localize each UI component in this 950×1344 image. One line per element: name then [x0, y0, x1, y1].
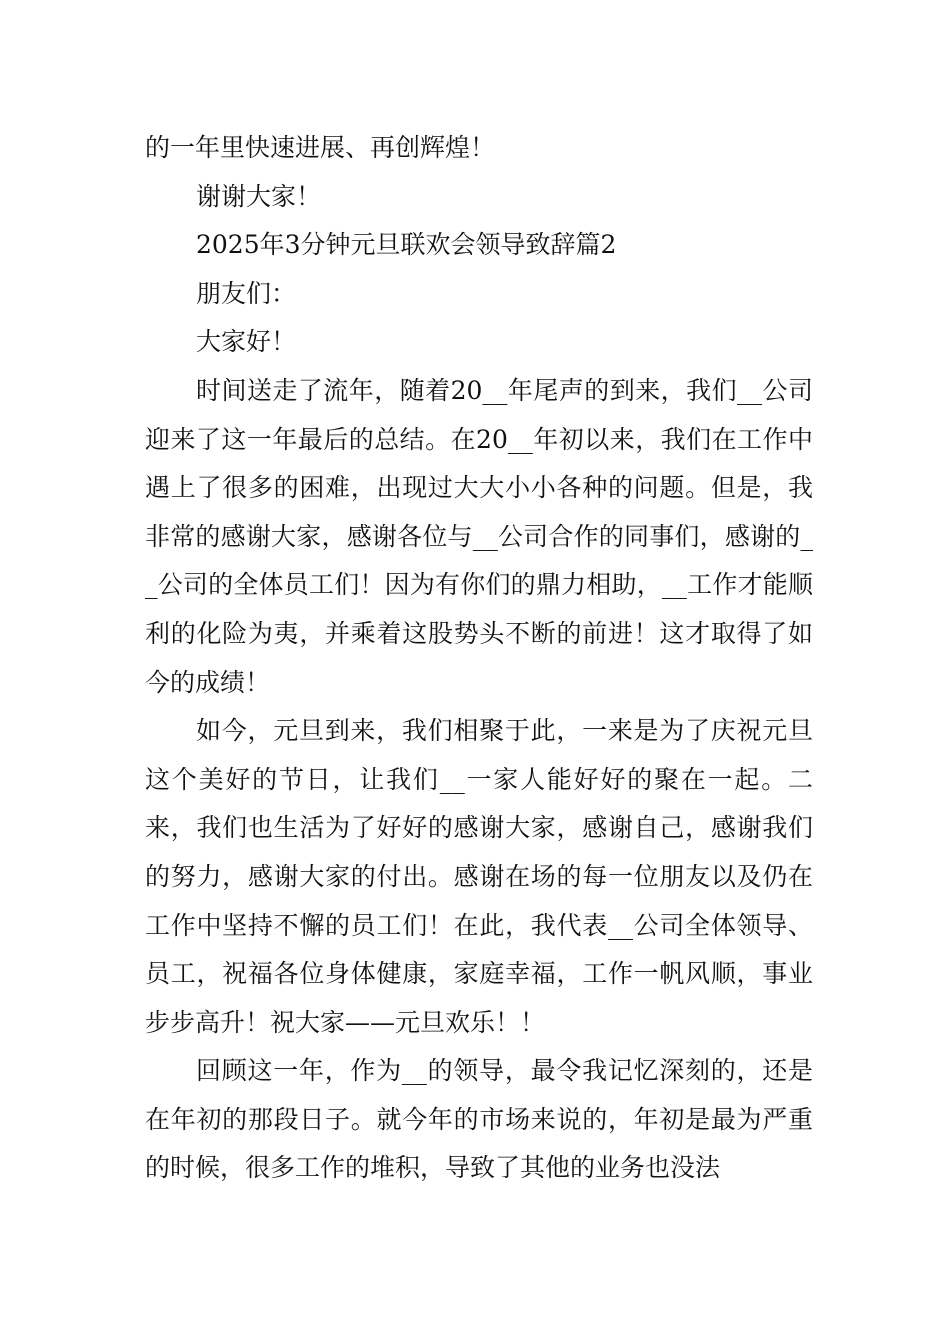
paragraph-body: 如今，元旦到来，我们相聚于此，一来是为了庆祝元旦这个美好的节日，让我们__一家人能好好的聚在一起。二来，我们也生活为了好好的感谢大家，感谢自己，感谢我们的努力，感谢大家的付出。感谢在场的每一位朋友以及仍在工作中坚持不懈的员工们！在此，我代表__公司全体领导、员工，祝福各位身体健康，家庭幸福，工作一帆风顺，事业步步高升！祝大家——元旦欢乐！！ — [145, 716, 813, 1037]
paragraph-body: 时间送走了流年，随着20__年尾声的到来，我们__公司迎来了这一年最后的总结。在20__年初以来，我们在工作中遇上了很多的困难，出现过大大小小各种的问题。但是，我非常的感谢大家，感谢各位与__公司合作的同事们，感谢的__公司的全体员工们！因为有你们的鼎力相助，__工作才能顺利的化险为夷，并乘着这股势头不断的前进！这才取得了如今的成绩！ — [145, 375, 813, 697]
paragraph-body: 回顾这一年，作为__的领导，最令我记忆深刻的，还是在年初的那段日子。就今年的市场来说的，年初是最为严重的时候，很多工作的堆积，导致了其他的业务也没法 — [145, 1056, 813, 1183]
paragraph-salutation: 朋友们： — [196, 278, 297, 308]
paragraph-thanks: 谢谢大家！ — [196, 181, 322, 211]
paragraph-greeting: 大家好！ — [196, 327, 297, 357]
paragraph-continuation: 的一年里快速进展、再创辉煌！ — [145, 133, 496, 162]
section-heading: 2025年3分钟元旦联欢会领导致辞篇2 — [196, 230, 617, 260]
document-body — [145, 124, 813, 1193]
